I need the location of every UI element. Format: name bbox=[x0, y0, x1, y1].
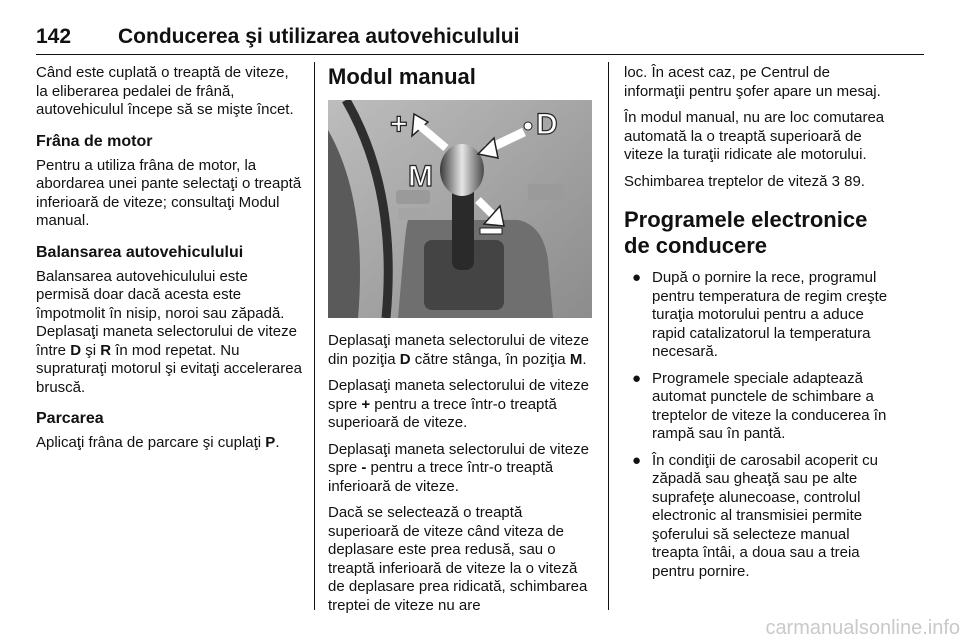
no-auto-upshift-paragraph: În modul manual, nu are loc comutarea automată la o treaptă superioară de viteze la turaţii ridicate ale motorului. bbox=[624, 109, 885, 163]
bullet-icon: ● bbox=[632, 269, 642, 286]
list-item-text: După o pornire la rece, programul pentru temperatura de regim creşte turaţia motorului pentru a aduce rapid catalizatorul la temperatura necesară. bbox=[652, 269, 888, 360]
gear-m-label: M bbox=[569, 350, 583, 368]
bullet-icon: ● bbox=[632, 451, 642, 469]
section-title-driving-programs: Programele electronice de conducere bbox=[624, 207, 868, 258]
rocking-text-b: în mod repetat. Nu supraturaţi motorul şi evitaţi accelerarea bruscă. bbox=[36, 341, 302, 396]
p2-text-a: Deplasaţi maneta selectorului de viteze spre bbox=[328, 377, 589, 413]
chapter-title: Conducerea şi utilizarea autovehiculului bbox=[118, 25, 520, 48]
gear-change-reference bbox=[624, 173, 890, 192]
intro-paragraph: Când este cuplată o treaptă de viteze, la eliberarea pedalei de frână, autovehiculul începe să se mişte încet. bbox=[36, 64, 294, 118]
section-heading-rocking: Balansarea autovehiculului bbox=[36, 243, 244, 261]
column-right bbox=[624, 64, 890, 589]
gear-d-label: D bbox=[70, 341, 82, 359]
console-button bbox=[398, 208, 428, 220]
p3-text-a: Deplasaţi maneta selectorului de viteze spre bbox=[328, 440, 589, 476]
gear-selector-image bbox=[328, 100, 592, 318]
list-item bbox=[624, 452, 890, 582]
engine-brake-text: Pentru a utiliza frâna de motor, la abordarea unei pante selectaţi o treaptă inferioară de viteze; consultaţi Modul manual. bbox=[36, 156, 302, 229]
p1-text-b: către stânga, în poziţia bbox=[410, 350, 570, 368]
p1-text-a: Deplasaţi maneta selectorului de viteze din poziţia bbox=[328, 332, 589, 368]
plus-symbol: + bbox=[361, 395, 371, 413]
gear-selector-illustration bbox=[328, 100, 592, 318]
manual-mode-p4: Dacă se selectează o treaptă superioară de viteze când viteza de deplasare este prea redusă, sau o treaptă inferioară de viteze la o viteză de deplasare prea ridicată, schimbarea treptei de viteze nu are bbox=[328, 504, 588, 614]
section-title-manual-mode: Modul manual bbox=[328, 64, 476, 89]
gear-knob bbox=[440, 144, 484, 196]
watermark: carmanualsonline.info bbox=[765, 617, 960, 639]
reference-arrow-icon[interactable]: 3 bbox=[831, 172, 840, 190]
column-middle bbox=[328, 64, 594, 623]
list-item-text: Programele speciale adaptează automat punctele de schimbare a treptelor de viteze la conducerea în rampă sau în pantă. bbox=[652, 369, 887, 442]
parking-text-a: Aplicaţi frâna de parcare şi cuplaţi bbox=[36, 434, 266, 451]
console-button bbox=[528, 184, 564, 200]
manual-mode-p2 bbox=[328, 377, 594, 433]
parking-end: . bbox=[275, 434, 280, 451]
column-left bbox=[36, 64, 302, 461]
minus-symbol: - bbox=[361, 459, 367, 476]
section-heading-engine-brake: Frâna de motor bbox=[36, 132, 153, 150]
gear-p-label: P bbox=[265, 434, 276, 451]
rocking-text bbox=[36, 268, 302, 398]
p1-text-c: . bbox=[582, 350, 587, 368]
list-item-text: În condiţii de carosabil acoperit cu zăpadă sau gheaţă sau pe alte suprafeţe alunecoase, controlul electronic al transmisiei permite şoferului să selecteze manual treapta întâi, a doua sau a treia pentru pornire. bbox=[652, 451, 878, 580]
p2-text-b: pentru a trece într-o treaptă superioară de viteze. bbox=[328, 395, 557, 431]
reference-page[interactable]: 89. bbox=[839, 172, 865, 190]
rocking-text-a: Balansarea autovehiculului este permisă doar dacă acesta este împotmolit în nisip, noroi sau zăpadă. Deplasaţi maneta selectorului de viteze între bbox=[36, 267, 297, 359]
gear-d-label: D bbox=[399, 350, 411, 368]
manual-mode-p3 bbox=[328, 441, 594, 497]
d-label: D bbox=[536, 108, 558, 141]
m-label: M bbox=[408, 160, 433, 193]
driving-programs-list bbox=[624, 269, 890, 581]
list-item bbox=[624, 269, 890, 362]
page-header bbox=[36, 24, 924, 55]
column-divider bbox=[314, 62, 315, 610]
list-item bbox=[624, 370, 890, 444]
minus-icon bbox=[480, 228, 502, 234]
continued-paragraph: loc. În acest caz, pe Centrul de informaţii pentru şofer apare un mesaj. bbox=[624, 64, 881, 100]
section-heading-parking: Parcarea bbox=[36, 410, 104, 427]
page-number: 142 bbox=[36, 25, 72, 48]
reference-text: Schimbarea treptelor de viteză bbox=[624, 172, 832, 190]
rocking-and: şi bbox=[81, 341, 101, 359]
dot-icon bbox=[524, 122, 532, 130]
column-divider bbox=[608, 62, 609, 610]
manual-mode-p1 bbox=[328, 332, 594, 369]
parking-text bbox=[36, 434, 302, 453]
p3-text-b: pentru a trece într-o treaptă inferioară de viteze. bbox=[328, 459, 554, 495]
plus-label: + bbox=[390, 108, 408, 141]
gear-r-label: R bbox=[100, 341, 112, 359]
bullet-icon: ● bbox=[632, 369, 642, 387]
